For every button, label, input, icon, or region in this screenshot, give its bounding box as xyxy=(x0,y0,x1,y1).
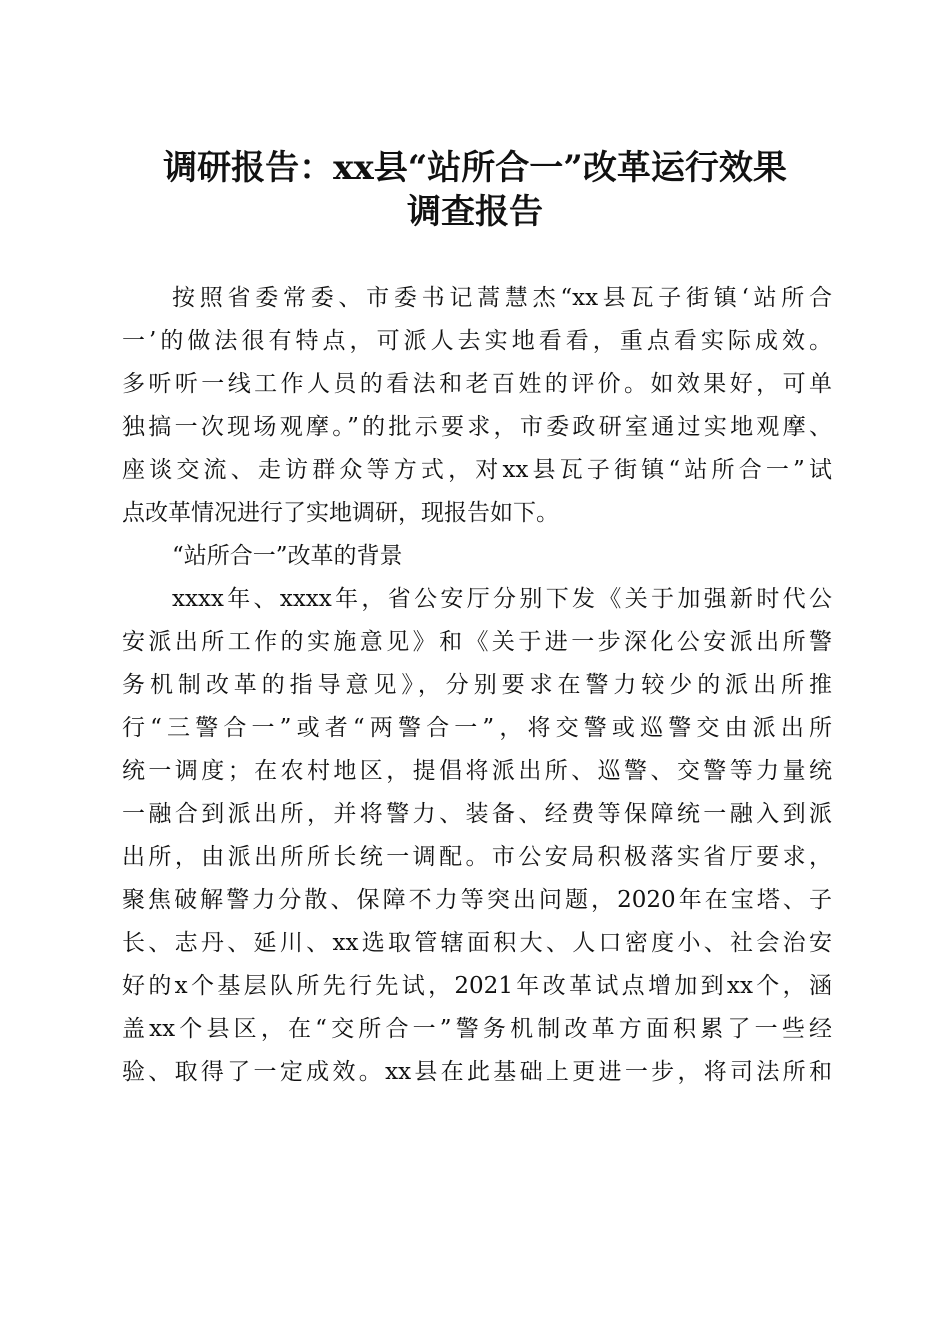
body-line-8: xxxx年、xxxx年，省公安厅分别下发《关于加强新时代公 xyxy=(172,586,832,612)
body-line-17: 好的x个基层队所先行先试，2021年改革试点增加到xx个，涵 xyxy=(122,973,832,999)
body-line-12: 统一调度；在农村地区，提倡将派出所、巡警、交警等力量统 xyxy=(122,758,832,784)
body-line-11: 行“三警合一”或者“两警合一”，将交警或巡警交由派出所 xyxy=(122,715,832,741)
section-heading: “站所合一”改革的背景 xyxy=(172,543,403,569)
body-line-6: 点改革情况进行了实地调研，现报告如下。 xyxy=(122,500,559,526)
body-line-16: 长、志丹、延川、xx选取管辖面积大、人口密度小、社会治安 xyxy=(122,930,832,956)
body-line-3: 多听听一线工作人员的看法和老百姓的评价。如效果好，可单 xyxy=(122,371,832,397)
body-line-13: 一融合到派出所，并将警力、装备、经费等保障统一融入到派 xyxy=(122,801,832,827)
document-title-line-1: 调研报告：xx县“站所合一”改革运行效果 xyxy=(163,148,787,188)
body-line-9: 安派出所工作的实施意见》和《关于进一步深化公安派出所警 xyxy=(122,629,832,655)
body-line-1: 按照省委常委、市委书记蒿慧杰“xx县瓦子街镇‘站所合 xyxy=(172,285,832,311)
body-line-2: 一’的做法很有特点，可派人去实地看看，重点看实际成效。 xyxy=(122,328,832,354)
document-title-line-2: 调查报告 xyxy=(407,192,543,232)
body-line-15: 聚焦破解警力分散、保障不力等突出问题，2020年在宝塔、子 xyxy=(122,887,832,913)
body-line-18: 盖xx个县区，在“交所合一”警务机制改革方面积累了一些经 xyxy=(122,1016,832,1042)
body-line-19: 验、取得了一定成效。xx县在此基础上更进一步，将司法所和 xyxy=(122,1059,832,1085)
body-line-5: 座谈交流、走访群众等方式，对xx县瓦子街镇“站所合一”试 xyxy=(122,457,832,483)
body-line-4: 独搞一次现场观摩。”的批示要求，市委政研室通过实地观摩、 xyxy=(122,414,832,440)
body-line-14: 出所，由派出所所长统一调配。市公安局积极落实省厅要求， xyxy=(122,844,832,870)
body-line-10: 务机制改革的指导意见》，分别要求在警力较少的派出所推 xyxy=(122,672,832,698)
